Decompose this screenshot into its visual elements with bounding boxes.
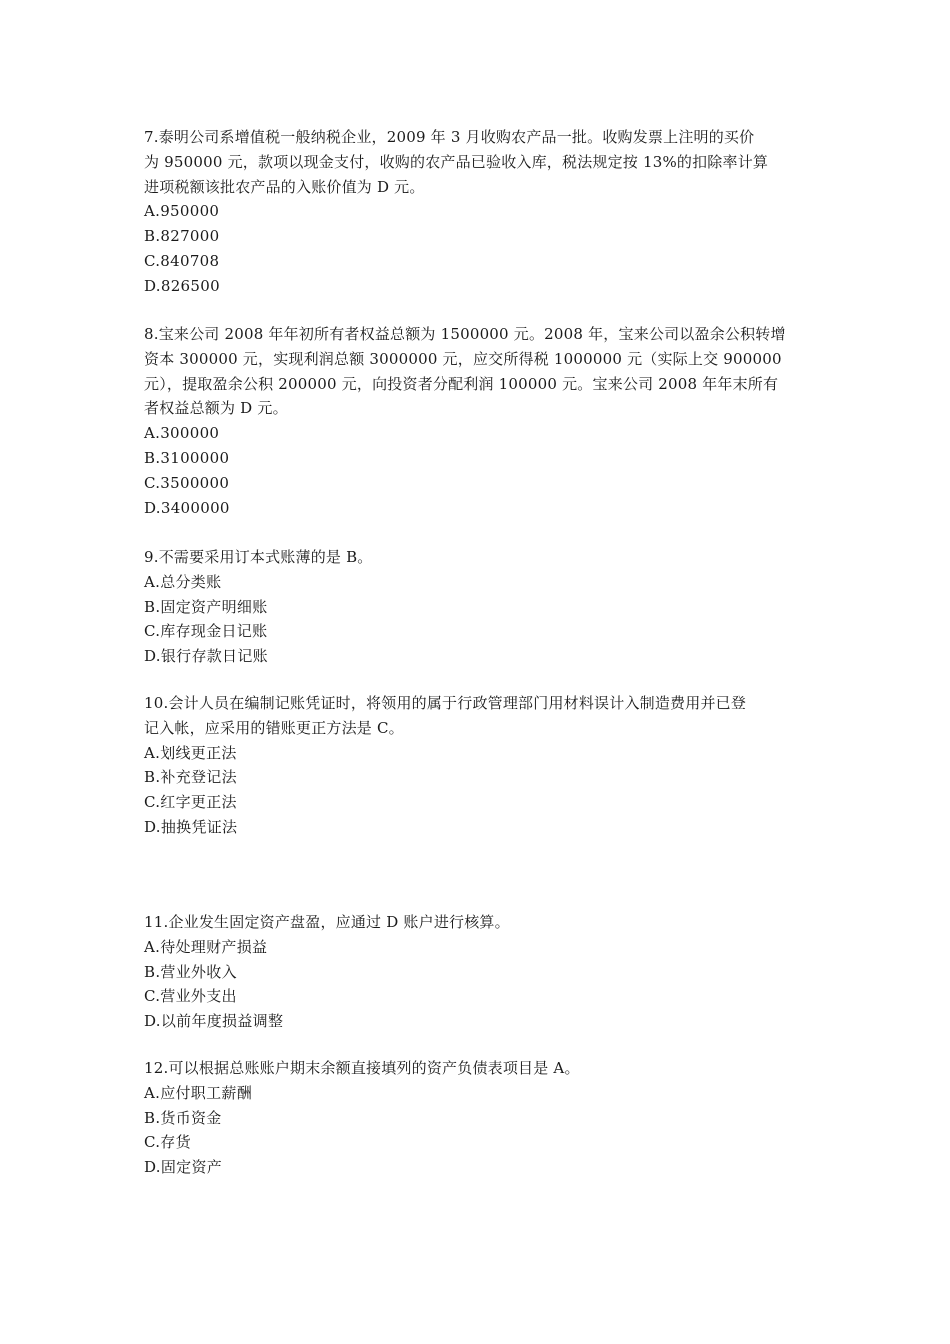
question-stem-line: 7.泰明公司系增值税一般纳税企业，2009 年 3 月收购农产品一批。收购发票上注明的买价: [144, 128, 755, 146]
question-stem-line: 8.宝来公司 2008 年年初所有者权益总额为 1500000 元。2008 年，宝来公司以盈余公积转增: [144, 325, 786, 343]
option-a: A.待处理财产损益: [144, 937, 268, 956]
question-stem-line: 为 950000 元，款项以现金支付，收购的农产品已验收入库，税法规定按 13%的扣除率计算: [144, 152, 769, 171]
option-d: D.以前年度损益调整: [144, 1012, 284, 1031]
option-d: D.银行存款日记账: [144, 647, 268, 666]
question-stem-line: 者权益总额为 D 元。: [144, 399, 288, 418]
option-c: C.3500000: [144, 473, 230, 492]
question-stem-line: 11.企业发生固定资产盘盈，应通过 D 账户进行核算。: [144, 913, 510, 931]
option-c: C.红字更正法: [144, 793, 237, 812]
question-10: [144, 691, 824, 840]
option-a: A.300000: [144, 424, 220, 443]
option-d: D.固定资产: [144, 1158, 223, 1177]
question-stem-line: 记入帐，应采用的错账更正方法是 C。: [144, 718, 404, 737]
question-stem-line: 12.可以根据总账账户期末余额直接填列的资产负债表项目是 A。: [144, 1059, 580, 1077]
option-c: C.存货: [144, 1133, 191, 1152]
question-12: [144, 1056, 824, 1180]
option-b: B.补充登记法: [144, 768, 237, 787]
option-a: A.划线更正法: [144, 743, 237, 762]
option-b: B.827000: [144, 227, 220, 246]
question-stem-line: 9.不需要采用订本式账薄的是 B。: [144, 548, 373, 566]
option-b: B.固定资产明细账: [144, 597, 268, 616]
question-11: [144, 910, 824, 1034]
question-stem-line: 资本 300000 元，实现利润总额 3000000 元，应交所得税 1000000 元（实际上交 900000: [144, 349, 782, 368]
question-stem-line: 元），提取盈余公积 200000 元，向投资者分配利润 100000 元。宝来公司 2008 年年末所有: [144, 374, 779, 393]
question-7: [144, 125, 824, 299]
question-9: [144, 545, 824, 669]
option-c: C.库存现金日记账: [144, 622, 268, 641]
option-d: D.3400000: [144, 498, 230, 517]
question-8: [144, 322, 824, 520]
option-c: C.840708: [144, 251, 220, 270]
option-b: B.货币资金: [144, 1108, 222, 1127]
question-stem-line: 进项税额该批农产品的入账价值为 D 元。: [144, 177, 425, 196]
option-b: B.3100000: [144, 448, 230, 467]
option-c: C.营业外支出: [144, 987, 237, 1006]
question-stem-line: 10.会计人员在编制记账凭证时，将领用的属于行政管理部门用材料误计入制造费用并已登: [144, 694, 747, 712]
option-d: D.826500: [144, 276, 220, 295]
option-b: B.营业外收入: [144, 962, 237, 981]
option-a: A.950000: [144, 202, 220, 221]
option-d: D.抽换凭证法: [144, 817, 238, 836]
option-a: A.总分类账: [144, 572, 222, 591]
option-a: A.应付职工薪酬: [144, 1083, 253, 1102]
